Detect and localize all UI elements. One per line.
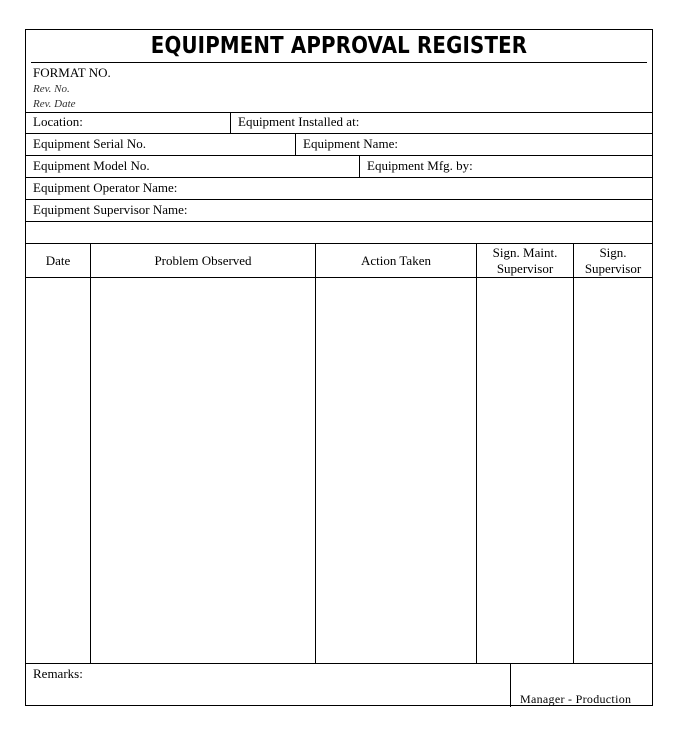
installed-at-field[interactable]: Equipment Installed at: xyxy=(238,114,360,129)
revision-number: Rev. No. xyxy=(33,83,70,95)
manager-signoff: Manager - Production xyxy=(520,692,632,706)
manufacturer-field[interactable]: Equipment Mfg. by: xyxy=(367,158,473,173)
divider xyxy=(26,221,652,222)
revision-date: Rev. Date xyxy=(33,98,76,110)
maint-signature-cell[interactable] xyxy=(477,278,573,663)
register-form xyxy=(25,29,653,706)
column-header-supervisor-signature: Sign. Supervisor xyxy=(584,245,642,276)
divider xyxy=(295,133,296,155)
serial-number-field[interactable]: Equipment Serial No. xyxy=(33,136,147,151)
column-header-action: Action Taken xyxy=(361,253,431,268)
supervisor-name-field[interactable]: Equipment Supervisor Name: xyxy=(33,202,188,217)
column-header-maint-signature: Sign. Maint. Supervisor xyxy=(492,245,558,276)
divider xyxy=(26,663,652,664)
column-header-date: Date xyxy=(45,253,71,268)
divider xyxy=(510,663,511,707)
divider xyxy=(230,112,231,133)
operator-name-field[interactable]: Equipment Operator Name: xyxy=(33,180,178,195)
column-header-problem: Problem Observed xyxy=(154,253,252,268)
model-number-field[interactable]: Equipment Model No. xyxy=(33,158,150,173)
title-underline xyxy=(31,62,647,63)
divider xyxy=(359,155,360,177)
equipment-name-field[interactable]: Equipment Name: xyxy=(303,136,398,151)
page-title: EQUIPMENT APPROVAL REGISTER xyxy=(150,33,528,59)
remarks-label[interactable]: Remarks: xyxy=(33,666,83,681)
action-column-cell[interactable] xyxy=(316,278,476,663)
date-column-cell[interactable] xyxy=(26,278,90,663)
supervisor-signature-cell[interactable] xyxy=(574,278,652,663)
format-number: FORMAT NO. xyxy=(33,65,111,80)
problem-column-cell[interactable] xyxy=(91,278,315,663)
location-field[interactable]: Location: xyxy=(33,114,83,129)
